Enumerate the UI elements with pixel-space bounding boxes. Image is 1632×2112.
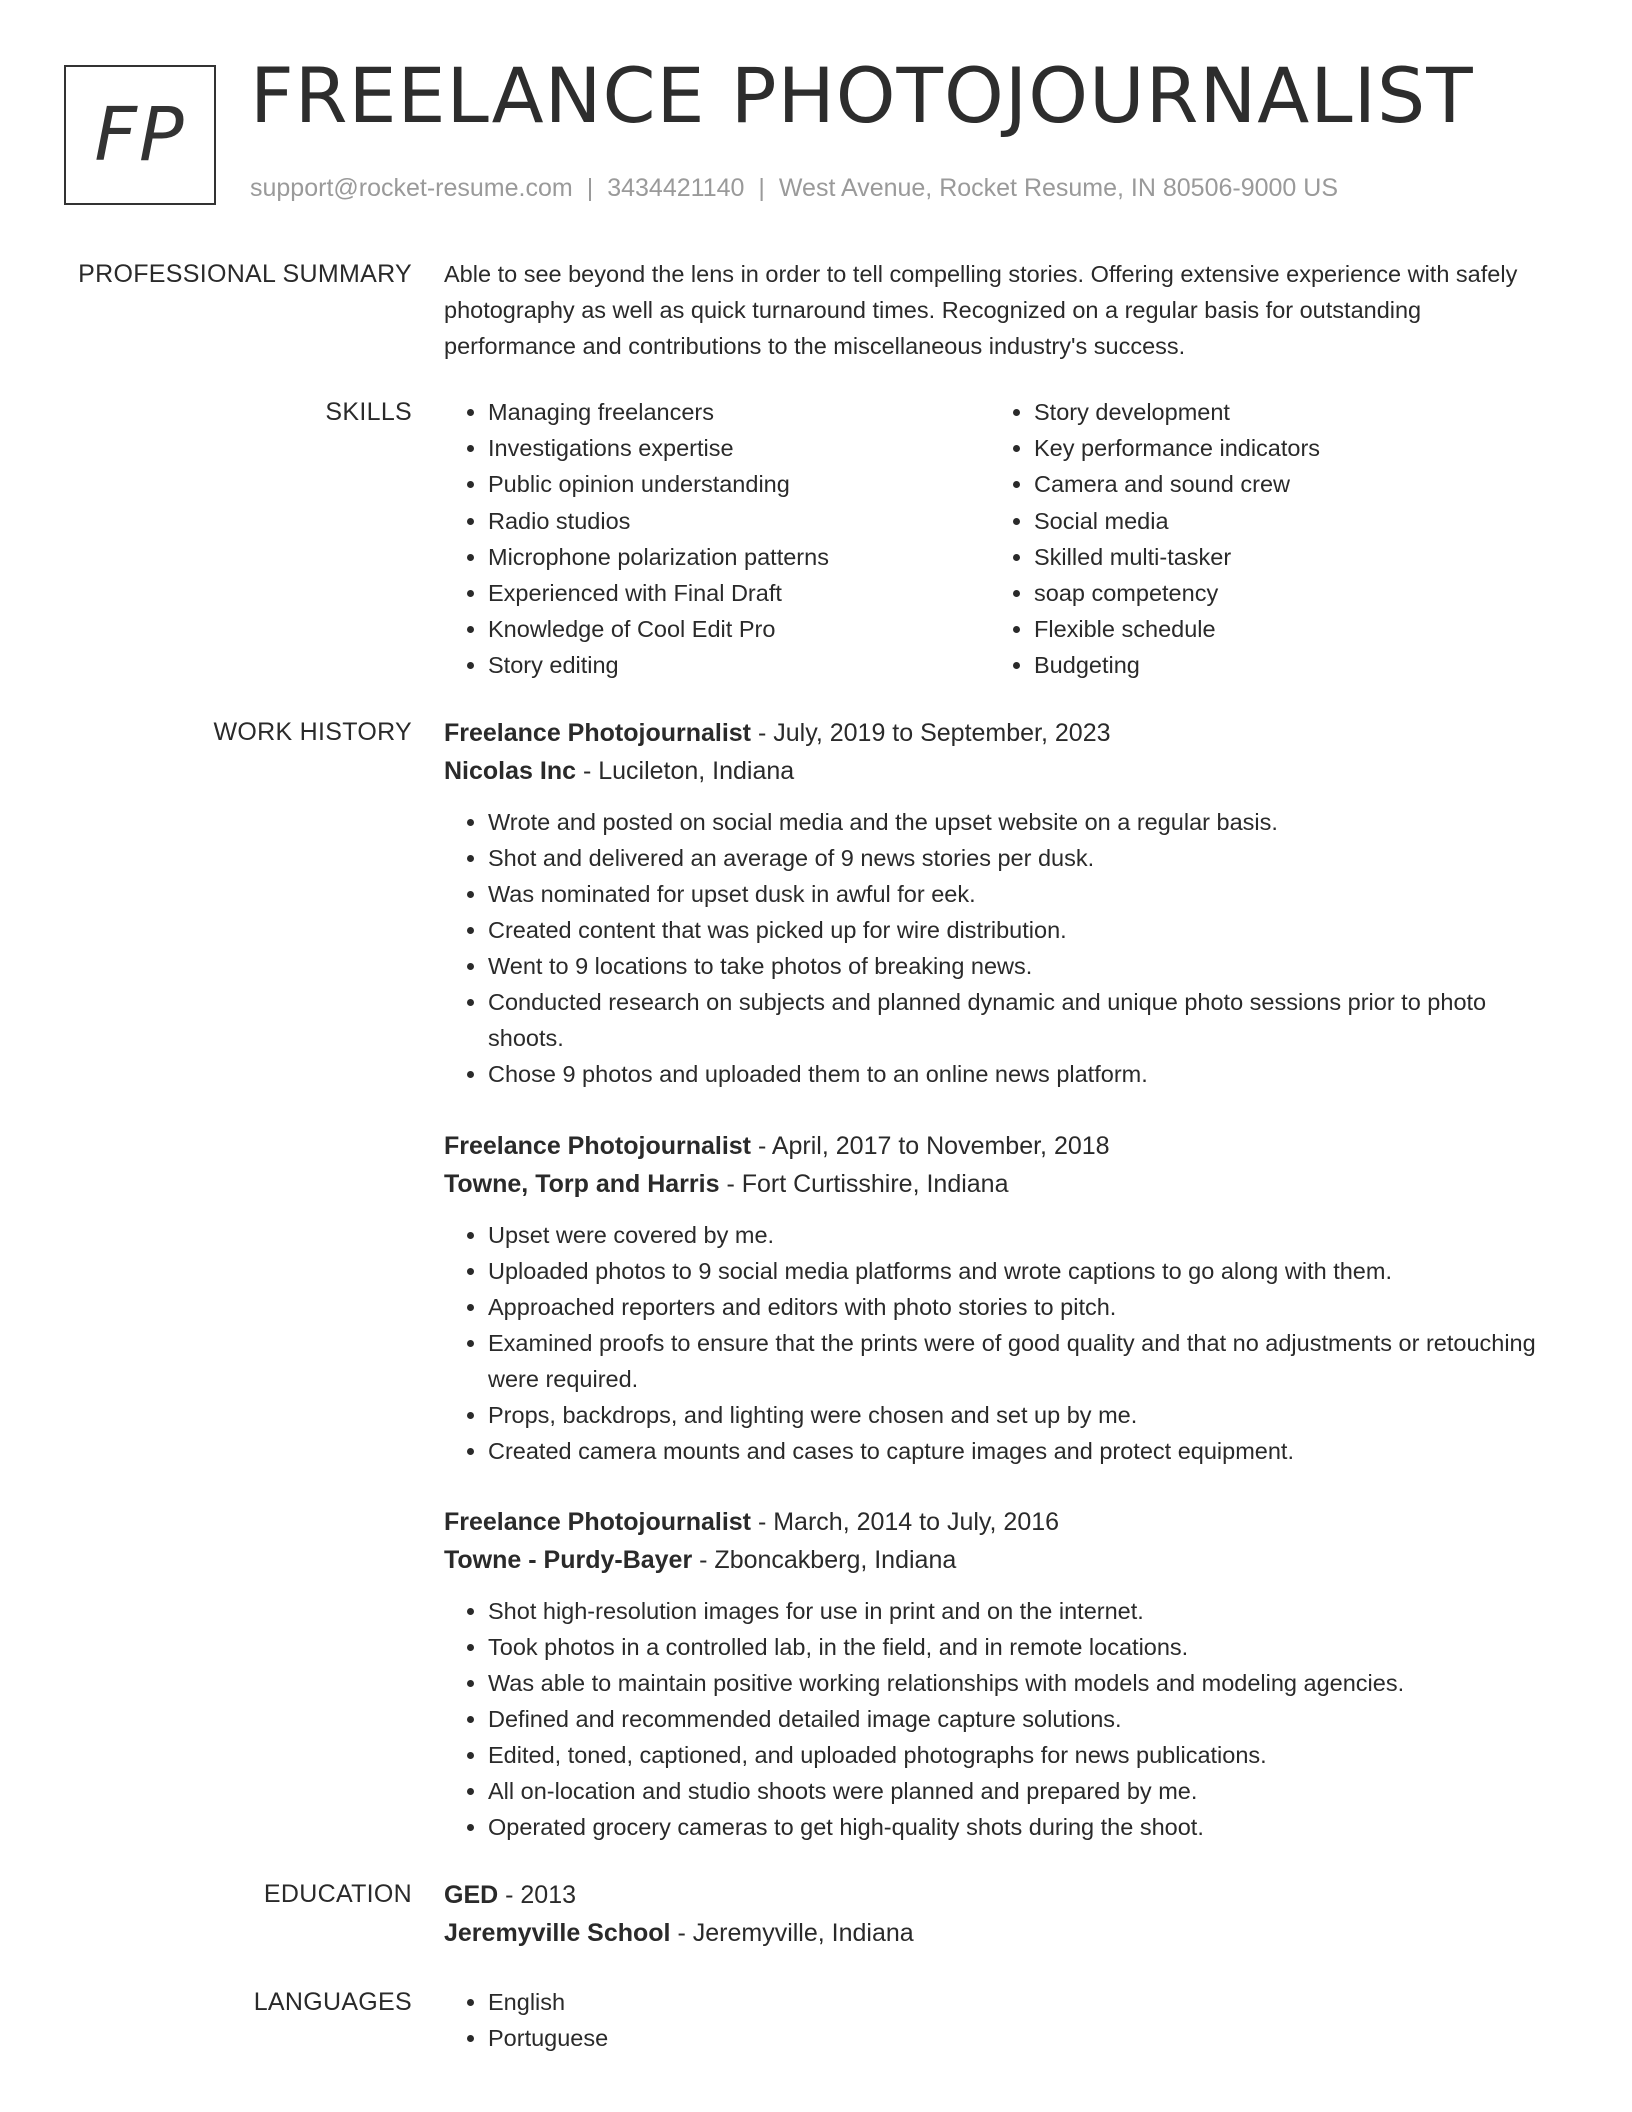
education-location: - Jeremyville, Indiana [670,1919,914,1947]
skill-item: • Experienced with Final Draft [488,575,990,611]
contact-address: West Avenue, Rocket Resume, IN 80506-9000 US [778,174,1339,202]
job-entry [444,1127,1554,1469]
skill-item: • Public opinion understanding [488,466,990,502]
skill-item: • Investigations expertise [488,430,990,466]
job-duty-item: • Props, backdrops, and lighting were chosen and set up by me. [488,1397,1554,1433]
job-duty-item: • Was able to maintain positive working relationships with models and modeling agencies. [488,1665,1554,1701]
job-duty-item: • Took photos in a controlled lab, in the field, and in remote locations. [488,1629,1554,1665]
job-duty-item: • Edited, toned, captioned, and uploaded photographs for news publications. [488,1737,1554,1773]
skills-column-left [444,394,990,684]
job-duty-item: • Wrote and posted on social media and the upset website on a regular basis. [488,804,1554,840]
skill-item: • soap competency [1034,575,1536,611]
skill-item: • Radio studios [488,503,990,539]
section-label-skills: SKILLS [325,398,412,426]
contact-phone: 3434421140 [607,174,745,202]
job-title: Freelance Photojournalist [444,1508,752,1536]
education-year: - 2013 [498,1881,577,1909]
skill-item: • Knowledge of Cool Edit Pro [488,611,990,647]
section-label-summary: PROFESSIONAL SUMMARY [78,260,412,288]
job-dates: - March, 2014 to July, 2016 [751,1508,1060,1536]
job-company-line [444,1541,1554,1579]
job-company: Towne, Torp and Harris [444,1170,720,1198]
education-degree-line [444,1876,1554,1914]
job-duty-item: • Was nominated for upset dusk in awful for eek. [488,876,1554,912]
job-entry [444,714,1554,1092]
contact-separator: | [586,174,594,202]
job-duties [444,1217,1554,1469]
job-duty-item: • All on-location and studio shoots were planned and prepared by me. [488,1773,1554,1809]
skill-item: • Camera and sound crew [1034,466,1536,502]
job-duty-item: • Created camera mounts and cases to capture images and protect equipment. [488,1433,1554,1469]
language-item: • Portuguese [488,2020,1554,2056]
language-item: • English [488,1984,1554,2020]
skills-column-right [990,394,1536,684]
skill-item: • Flexible schedule [1034,611,1536,647]
job-duties [444,1593,1554,1845]
skill-item: • Key performance indicators [1034,430,1536,466]
skill-item: • Microphone polarization patterns [488,539,990,575]
skill-item: • Social media [1034,503,1536,539]
job-duty-item: • Examined proofs to ensure that the prints were of good quality and that no adjustments or retouching were required. [488,1325,1554,1397]
section-label-education: EDUCATION [263,1880,412,1908]
skill-item: • Budgeting [1034,647,1536,683]
education-degree: GED [444,1881,499,1909]
job-company: Nicolas Inc [444,757,576,785]
job-title-line [444,714,1554,752]
job-company: Towne - Purdy-Bayer [444,1546,693,1574]
job-dates: - July, 2019 to September, 2023 [751,719,1111,747]
job-duty-item: • Chose 9 photos and uploaded them to an online news platform. [488,1056,1554,1092]
job-company-line [444,1165,1554,1203]
job-duty-item: • Went to 9 locations to take photos of breaking news. [488,948,1554,984]
summary-text: Able to see beyond the lens in order to tell compelling stories. Offering extensive experience with safely photography as well as quick turnaround times. Recognized on a regular basis for outstanding performance and contributions to the miscellaneous industry's success. [444,261,1518,359]
job-title-line [444,1127,1554,1165]
job-duty-item: • Conducted research on subjects and planned dynamic and unique photo sessions prior to photo shoots. [488,984,1554,1056]
skills-body [444,394,1554,684]
job-duty-item: • Operated grocery cameras to get high-quality shots during the shoot. [488,1809,1554,1845]
job-location: - Fort Curtisshire, Indiana [719,1170,1009,1198]
job-duty-item: • Created content that was picked up for wire distribution. [488,912,1554,948]
job-title: Freelance Photojournalist [444,719,752,747]
job-entry [444,1503,1554,1845]
job-dates: - April, 2017 to November, 2018 [751,1132,1110,1160]
education-school-line [444,1914,1554,1952]
job-title-line [444,1503,1554,1541]
job-duty-item: • Shot high-resolution images for use in print and on the internet. [488,1593,1554,1629]
job-duties [444,804,1554,1092]
job-location: - Lucileton, Indiana [576,757,795,785]
skill-item: • Story development [1034,394,1536,430]
education-entry [444,1876,1554,1952]
contact-separator: | [758,174,765,202]
summary-body [444,256,1554,364]
section-label-languages: LANGUAGES [253,1988,412,2016]
contact-email: support@rocket-resume.com [250,174,573,202]
job-title: Freelance Photojournalist [444,1132,752,1160]
education-school: Jeremyville School [444,1919,671,1947]
job-duty-item: • Upset were covered by me. [488,1217,1554,1253]
job-duty-item: • Defined and recommended detailed image capture solutions. [488,1701,1554,1737]
section-label-work-history: WORK HISTORY [213,718,412,746]
languages-body [444,1984,1554,2056]
job-duty-item: • Approached reporters and editors with photo stories to pitch. [488,1289,1554,1325]
skill-item: • Story editing [488,647,990,683]
monogram-logo: FP [64,65,216,205]
job-duty-item: • Uploaded photos to 9 social media platforms and wrote captions to go along with them. [488,1253,1554,1289]
skill-item: • Skilled multi-tasker [1034,539,1536,575]
job-duty-item: • Shot and delivered an average of 9 news stories per dusk. [488,840,1554,876]
job-company-line [444,752,1554,790]
resume-name: FREELANCE PHOTOJOURNALIST [250,51,1474,140]
skill-item: • Managing freelancers [488,394,990,430]
contact-line [250,174,1338,203]
job-location: - Zboncakberg, Indiana [692,1546,957,1574]
